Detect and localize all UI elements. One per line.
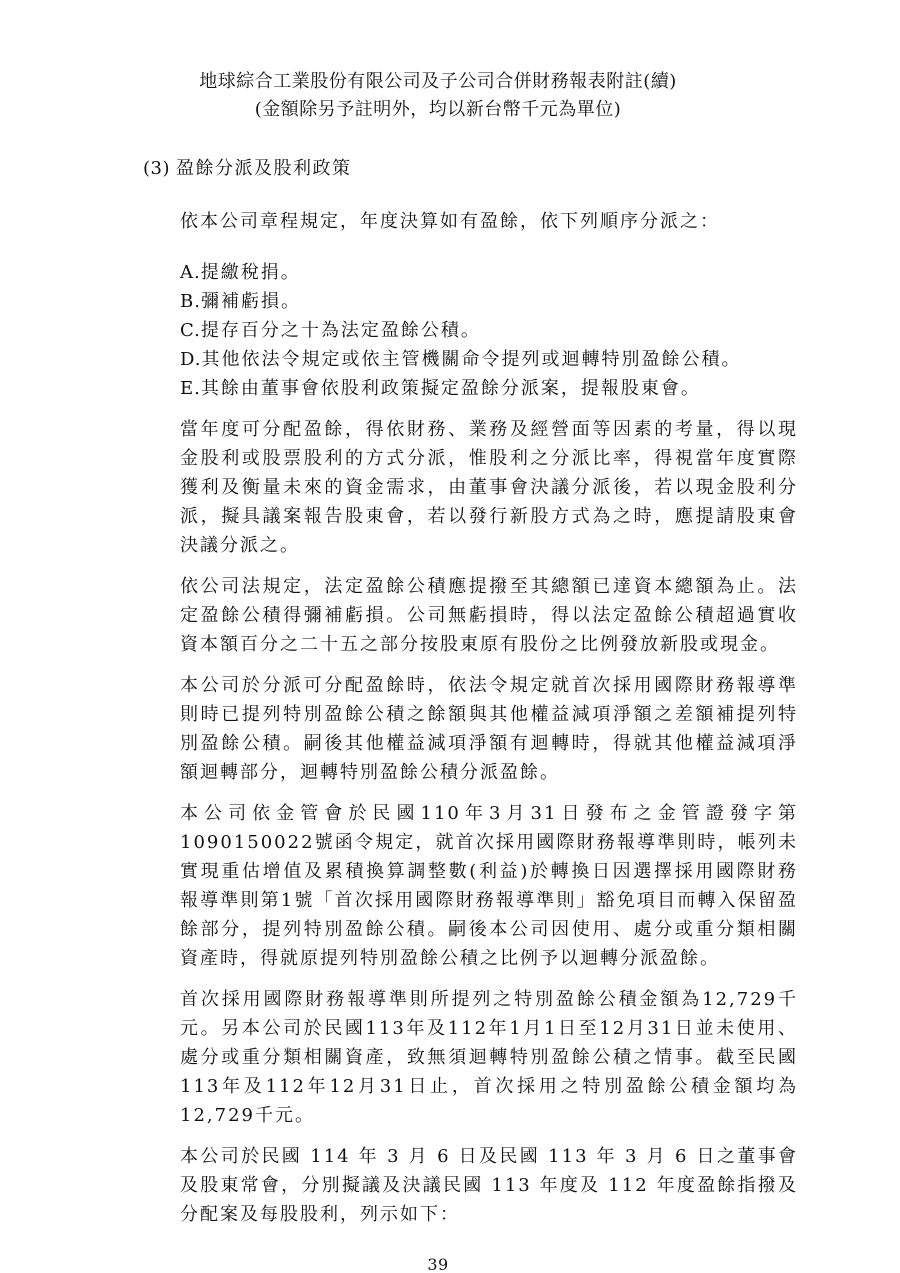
report-unit-note: (金額除另予註明外，均以新台幣千元為單位) bbox=[254, 99, 622, 120]
list-item-label: A. bbox=[180, 262, 201, 283]
note-section bbox=[143, 154, 900, 1229]
list-item-text: 其餘由董事會依股利政策擬定盈餘分派案，提報股東會。 bbox=[200, 378, 701, 399]
report-header bbox=[0, 68, 876, 124]
list-item-label: D. bbox=[180, 349, 202, 370]
paragraph-dividend-resolution: 本公司於民國 114 年 3 月 6 日及民國 113 年 3 月 6 日之董事會及股東常會，分別擬議及決議民國 113 年度及 112 年度盈餘指撥及分配案及每股股利，列示如下： bbox=[180, 1146, 798, 1225]
list-item-label: C. bbox=[180, 320, 201, 341]
list-item bbox=[180, 287, 798, 316]
list-item-text: 其他依法令規定或依主管機關命令提列或迴轉特別盈餘公積。 bbox=[201, 349, 742, 370]
paragraph-distributable-earnings: 當年度可分配盈餘，得依財務、業務及經營面等因素的考量，得以現金股利或股票股利的方式分派，惟股利之分派比率，得視當年度實際獲利及衡量未來的資金需求，由董事會決議分派後，若以現金股利分派，擬具議案報告股東會，若以發行新股方式為之時，應提請股東會決議分派之。 bbox=[180, 419, 798, 556]
list-item-text: 提存百分之十為法定盈餘公積。 bbox=[200, 320, 481, 341]
list-item-text: 提繳稅捐。 bbox=[200, 262, 301, 283]
paragraph-intro: 依本公司章程規定，年度決算如有盈餘，依下列順序分派之： bbox=[180, 211, 720, 232]
section-number: (3) bbox=[143, 158, 170, 179]
list-item-label: B. bbox=[180, 291, 201, 312]
paragraph-fsc-ruling: 本公司依金管會於民國110年3月31日發布之金管證發字第1090150022號函令規定，就首次採用國際財務報導準則時，帳列未實現重估增值及累積換算調整數(利益)於轉換日因選擇採用國際財務報導準則第1號「首次採用國際財務報導準則」豁免項目而轉入保留盈餘部分，提列特別盈餘公積。嗣後本公司因使用、處分或重分類相關資產時，得就原提列特別盈餘公積之比例予以迴轉分派盈餘。 bbox=[180, 803, 798, 969]
list-item bbox=[180, 258, 798, 287]
list-item bbox=[180, 374, 798, 403]
list-item bbox=[180, 345, 798, 374]
section-heading bbox=[143, 154, 900, 183]
paragraph-special-reserve-ifrs: 本公司於分派可分配盈餘時，依法令規定就首次採用國際財務報導準則時已提列特別盈餘公積之餘額與其他權益減項淨額之差額補提列特別盈餘公積。嗣後其他權益減項淨額有迴轉時，得就其他權益減項淨額迴轉部分，迴轉特別盈餘公積分派盈餘。 bbox=[180, 675, 798, 783]
list-item-text: 彌補虧損。 bbox=[200, 291, 301, 312]
section-body bbox=[180, 207, 798, 1229]
distribution-order-list bbox=[180, 258, 798, 403]
list-item bbox=[180, 316, 798, 345]
paragraph-special-reserve-amount: 首次採用國際財務報導準則所提列之特別盈餘公積金額為12,729千元。另本公司於民國113年及112年1月1日至12月31日並未使用、處分或重分類相關資產，致無須迴轉特別盈餘公積之情事。截至民國113年及112年12月31日止，首次採用之特別盈餘公積金額均為12,729千元。 bbox=[180, 989, 798, 1126]
section-title: 盈餘分派及股利政策 bbox=[176, 158, 352, 179]
report-title: 地球綜合工業股份有限公司及子公司合併財務報表附註(續) bbox=[199, 71, 677, 92]
list-item-label: E. bbox=[180, 378, 201, 399]
paragraph-legal-reserve: 依公司法規定，法定盈餘公積應提撥至其總額已達資本總額為止。法定盈餘公積得彌補虧損。公司無虧損時，得以法定盈餘公積超過實收資本額百分之二十五之部分按股東原有股份之比例發放新股或現金。 bbox=[180, 576, 798, 655]
page-number: 39 bbox=[427, 1255, 449, 1273]
